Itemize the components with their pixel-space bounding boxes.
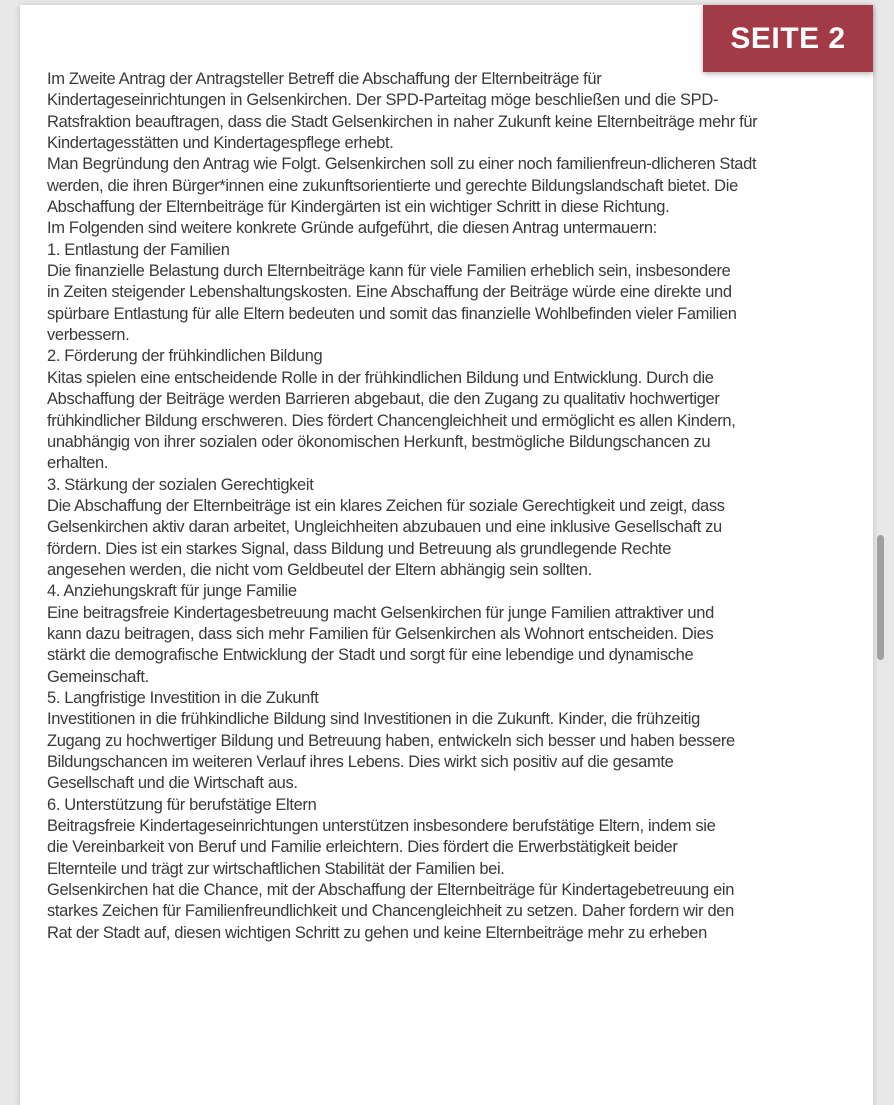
text-line: Kindertageseinrichtungen in Gelsenkirchen. Der SPD-Parteitag möge beschließen und die SPD- [47,91,719,110]
text-line: Gelsenkirchen aktiv daran arbeitet, Ungleichheiten abzubauen und eine inklusive Gesellschaft zu [47,518,722,537]
text-line: Abschaffung der Elternbeiträge für Kindergärten ist ein wichtiger Schritt in diese Richtung. [47,198,670,217]
text-line: starkes Zeichen für Familienfreundlichkeit und Chancengleichheit zu setzen. Daher fordern wir den [47,902,734,921]
text-line: Die Abschaffung der Elternbeiträge ist ein klares Zeichen für soziale Gerechtigkeit und zeigt, dass [47,496,725,515]
text-line: Rat der Stadt auf, diesen wichtigen Schritt zu gehen und keine Elternbeiträge mehr zu erheben [47,923,707,942]
text-line: Gelsenkirchen hat die Chance, mit der Abschaffung der Elternbeiträge für Kindertagebetreuung ein [47,881,735,900]
text-line: Kitas spielen eine entscheidende Rolle in der frühkindlichen Bildung und Entwicklung. Durch die [47,368,714,387]
page-number-label: SEITE 2 [730,21,846,55]
text-line: erhalten. [47,454,109,473]
scrollbar-thumb[interactable] [877,535,884,660]
text-line: Man Begründung den Antrag wie Folgt. Gelsenkirchen soll zu einer noch familienfreun-dlicheren Stadt [47,155,757,174]
text-line: Zugang zu hochwertiger Bildung und Betreuung haben, entwickeln sich besser und haben bessere [47,731,735,750]
text-line: frühkindlicher Bildung erschweren. Dies fördert Chancengleichheit und ermöglicht es allen Kindern, [47,411,736,430]
text-line: Gemeinschaft. [47,667,149,686]
text-line: Gesellschaft und die Wirtschaft aus. [47,774,298,793]
text-line: Investitionen in die frühkindliche Bildung sind Investitionen in die Zukunft. Kinder, die frühzeitig [47,710,700,729]
text-line: Beitragsfreie Kindertageseinrichtungen unterstützen insbesondere berufstätige Eltern, indem sie [47,817,716,836]
text-line: Im Folgenden sind weitere konkrete Gründe aufgeführt, die diesen Antrag untermauern: [47,219,657,238]
text-line: 4. Anziehungskraft für junge Familie [47,582,297,601]
text-line: 2. Förderung der frühkindlichen Bildung [47,347,323,366]
text-line: in Zeiten steigender Lebenshaltungskosten. Eine Abschaffung der Beiträge würde eine direkte und [47,283,732,302]
text-line: Bildungschancen im weiteren Verlauf ihres Lebens. Dies wirkt sich positiv auf die gesamte [47,753,674,771]
page-number-badge [703,5,873,72]
scrollbar[interactable] [876,0,886,999]
text-line: stärkt die demografische Entwicklung der Stadt und sorgt für eine lebendige und dynamische [47,646,694,665]
text-line: spürbare Entlastung für alle Eltern bedeuten und somit das finanzielle Wohlbefinden vieler Familien [47,304,737,323]
text-line: Ratsfraktion beauftragen, dass die Stadt Gelsenkirchen in naher Zukunft keine Elternbeiträge mehr für [47,112,758,131]
text-line: Die finanzielle Belastung durch Elternbeiträge kann für viele Familien erheblich sein, insbesondere [47,262,731,281]
text-line: fördern. Dies ist ein starkes Signal, dass Bildung und Betreuung als grundlegende Rechte [47,539,672,558]
text-line: die Vereinbarkeit von Beruf und Familie erleichtern. Dies fördert die Erwerbstätigkeit beider [47,838,678,857]
text-line: verbessern. [47,326,130,345]
text-line: 1. Entlastung der Familien [47,240,230,259]
text-line: 6. Unterstützung für berufstätige Eltern [47,795,317,814]
text-line: Abschaffung der Beiträge werden Barrieren abgebaut, die den Zugang zu qualitativ hochwertiger [47,390,720,409]
text-line: angesehen werden, die nicht vom Geldbeutel der Eltern abhängig sein sollten. [47,560,592,579]
document-body-text [47,69,817,944]
text-line: 5. Langfristige Investition in die Zukunft [47,688,319,707]
text-line: Kindertagesstätten und Kindertagespflege erhebt. [47,134,394,153]
text-line: Im Zweite Antrag der Antragsteller Betreff die Abschaffung der Elternbeiträge für [47,70,602,88]
text-line: werden, die ihren Bürger*innen eine zukunftsorientierte und gerechte Bildungslandschaft bietet. Die [47,176,738,195]
text-line: 3. Stärkung der sozialen Gerechtigkeit [47,475,314,494]
text-line: unabhängig von ihrer sozialen oder ökonomischen Herkunft, bestmögliche Bildungschancen zu [47,432,711,451]
text-line: Elternteile und trägt zur wirtschaftlichen Stabilität der Familien bei. [47,859,505,878]
document-page [20,5,873,1105]
text-line: kann dazu beitragen, dass sich mehr Familien für Gelsenkirchen als Wohnort entscheiden. Dies [47,624,714,643]
text-line: Eine beitragsfreie Kindertagesbetreuung macht Gelsenkirchen für junge Familien attraktiver und [47,603,714,622]
